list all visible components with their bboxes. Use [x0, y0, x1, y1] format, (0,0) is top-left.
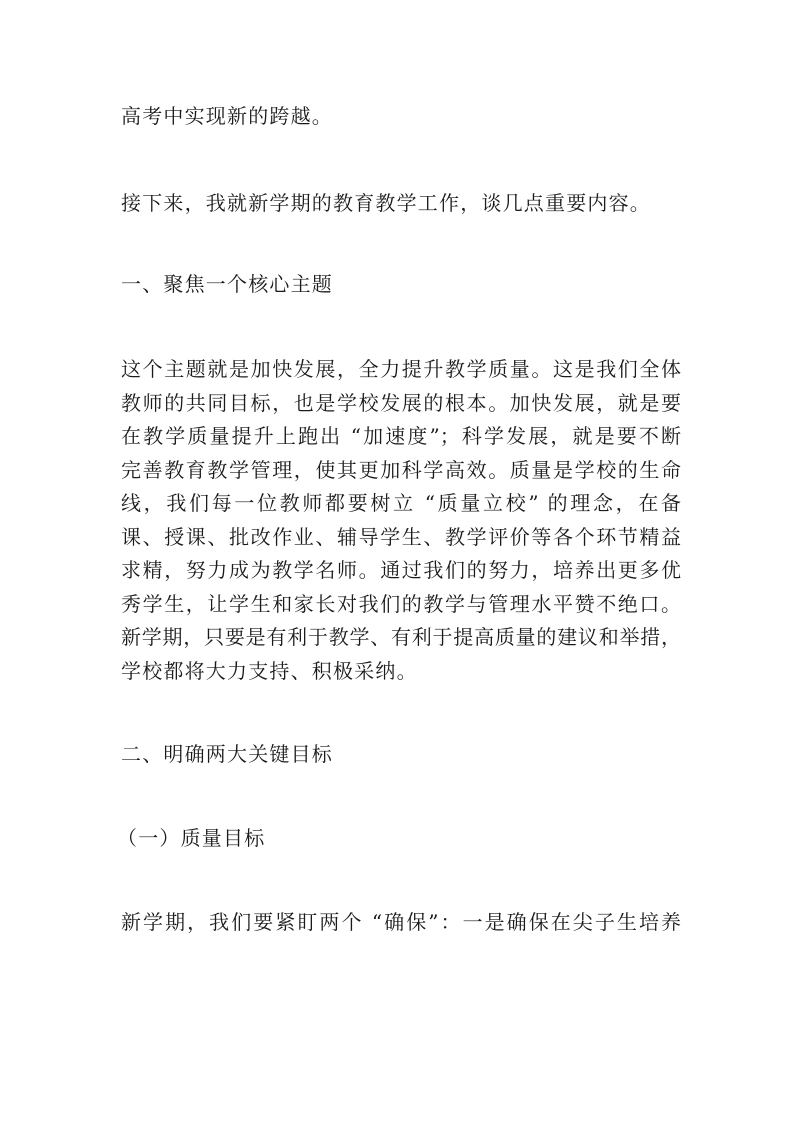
paragraph-continuation: 高考中实现新的跨越。	[121, 104, 333, 128]
text-line: 求精，努力成为教学名师。通过我们的努力，培养出更多优	[121, 558, 681, 582]
text-line: 学校都将大力支持、积极采纳。	[121, 659, 418, 683]
text-line: 完善教育教学管理，使其更加科学高效。质量是学校的生命	[121, 458, 681, 482]
body-paragraph-2: 新学期，我们要紧盯两个 “确保”：一是确保在尖子生培养	[121, 910, 681, 934]
intro-paragraph: 接下来，我就新学期的教育教学工作，谈几点重要内容。	[121, 191, 651, 215]
text-line: 课、授课、批改作业、辅导学生、教学评价等各个环节精益	[121, 525, 681, 549]
text-line: 新学期，只要是有利于教学、有利于提高质量的建议和举措，	[121, 625, 681, 649]
text-line: 线，我们每一位教师都要树立 “质量立校” 的理念，在备	[121, 491, 681, 515]
section-heading-2: 二、明确两大关键目标	[121, 742, 333, 766]
section-heading-1: 一、聚焦一个核心主题	[121, 272, 333, 296]
text-line: 教师的共同目标，也是学校发展的根本。加快发展，就是要	[121, 391, 681, 415]
subsection-heading: （一）质量目标	[117, 826, 266, 850]
text-line: 在教学质量提升上跑出 “加速度”；科学发展，就是要不断	[121, 424, 681, 448]
text-line: 这个主题就是加快发展，全力提升教学质量。这是我们全体	[121, 357, 681, 381]
text-line: 秀学生，让学生和家长对我们的教学与管理水平赞不绝口。	[121, 592, 681, 616]
